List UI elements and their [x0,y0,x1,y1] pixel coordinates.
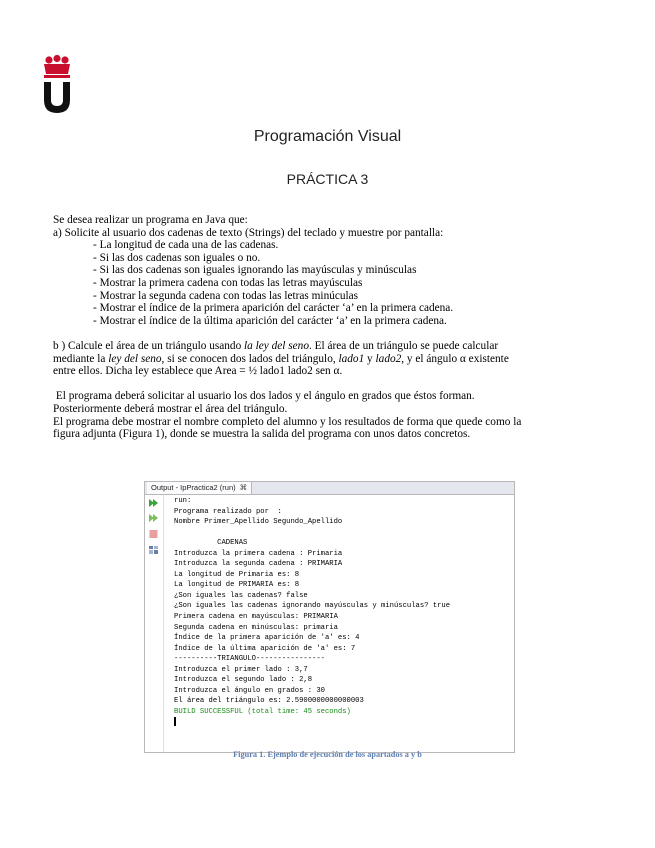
console-line: Introduzca el ángulo en grados : 30 [174,686,325,695]
part-b-line-3: entre ellos. Dicha ley establece que Area = ½ lado1 lado2 sen α. [53,365,343,378]
part-a-item: - Si las dos cadenas son iguales o no. [93,251,261,264]
build-status-line: BUILD SUCCESSFUL (total time: 45 seconds) [174,707,351,716]
text-cursor [174,717,176,726]
close-icon[interactable]: ⌘ [239,483,248,492]
instruction-line: figura adjunta (Figura 1), donde se muestra la salida del programa con unos datos concretos. [53,428,471,441]
console-line: Índice de la primera aparición de 'a' es: 4 [174,634,360,643]
console-line: El área del triángulo es: 2.5900000000000003 [174,697,364,706]
document-subtitle: PRÁCTICA 3 [286,171,369,187]
console-line: La longitud de PRIMARIA es: 8 [174,581,300,590]
part-b-line-2: mediante la ley del seno, si se conocen dos lados del triángulo, lado1 y lado2, y el ángulo α existente [53,352,509,365]
document-title: Programación Visual [253,128,402,145]
figure-caption: Figura 1. Ejemplo de ejecución de los apartados a y b [233,750,422,759]
instruction-line: El programa debe mostrar el nombre completo del alumno y los resultados de forma que quede como la [53,415,522,428]
university-logo [40,54,74,114]
console-line: Introduzca el primer lado : 3,7 [174,665,308,674]
console-line [174,528,510,539]
console-line: Introduzca la primera cadena : Primaria [174,549,343,558]
console-line: CADENAS [174,539,248,548]
console-line: ¿Son iguales las cadenas ignorando mayúsculas y minúsculas? true [174,602,451,611]
output-tab-bar [145,482,514,495]
part-a-item: - Mostrar el índice de la última aparición del carácter ‘a’ en la primera cadena. [93,314,447,327]
instruction-line: El programa deberá solicitar al usuario los dos lados y el ángulo en grados que éstos forman. [53,390,475,403]
console-line: ----------TRIANGULO---------------- [174,655,325,664]
console-line: Nombre Primer_Apellido Segundo_Apellido [174,518,343,527]
part-a-item: - Mostrar la primera cadena con todas las letras mayúsculas [93,276,363,289]
output-tab-label: Output - IpPractica2 (run) [151,483,236,492]
console-line: Introduzca la segunda cadena : PRIMARIA [174,560,343,569]
output-tab[interactable] [147,482,252,494]
part-a-item: - Mostrar el índice de la primera aparición del carácter ‘a’ en la primera cadena. [93,302,454,315]
console-line: run: [174,497,192,505]
part-a-item: - Mostrar la segunda cadena con todas las letras minúculas [93,289,359,302]
console-line: La longitud de Primaria es: 8 [174,570,300,579]
stop-icon[interactable] [148,529,159,539]
console-line: Programa realizado por : [174,507,282,516]
run-icon[interactable] [148,498,159,508]
document-body [53,214,613,441]
intro-text: Se desea realizar un programa en Java que: [53,214,248,226]
console-line: Introduzca el segundo lado : 2,8 [174,676,313,685]
console-line: Segunda cadena en minúsculas: primaria [174,623,338,632]
part-b-line-1: b ) Calcule el área de un triángulo usando la ley del seno. El área de un triángulo se puede calcular [53,339,499,352]
part-a-lead: a) Solicite al usuario dos cadenas de texto (Strings) del teclado y muestre por pantalla: [53,226,444,239]
settings-icon[interactable] [148,545,159,555]
output-console-figure [144,481,515,753]
part-a-item: - Si las dos cadenas son iguales ignorando las mayúsculas y minúsculas [93,264,417,277]
console-output [174,496,510,728]
console-line: Primera cadena en mayúsculas: PRIMARIA [174,613,338,622]
console-line: ¿Son iguales las cadenas? false [174,591,308,600]
rerun-icon[interactable] [148,513,159,523]
part-a-item: - La longitud de cada una de las cadenas. [93,239,279,252]
console-toolbar [145,495,164,752]
instruction-line: Posteriormente deberá mostrar el área del triángulo. [53,402,288,415]
console-line: Índice de la última aparición de 'a' es: 7 [174,644,356,653]
